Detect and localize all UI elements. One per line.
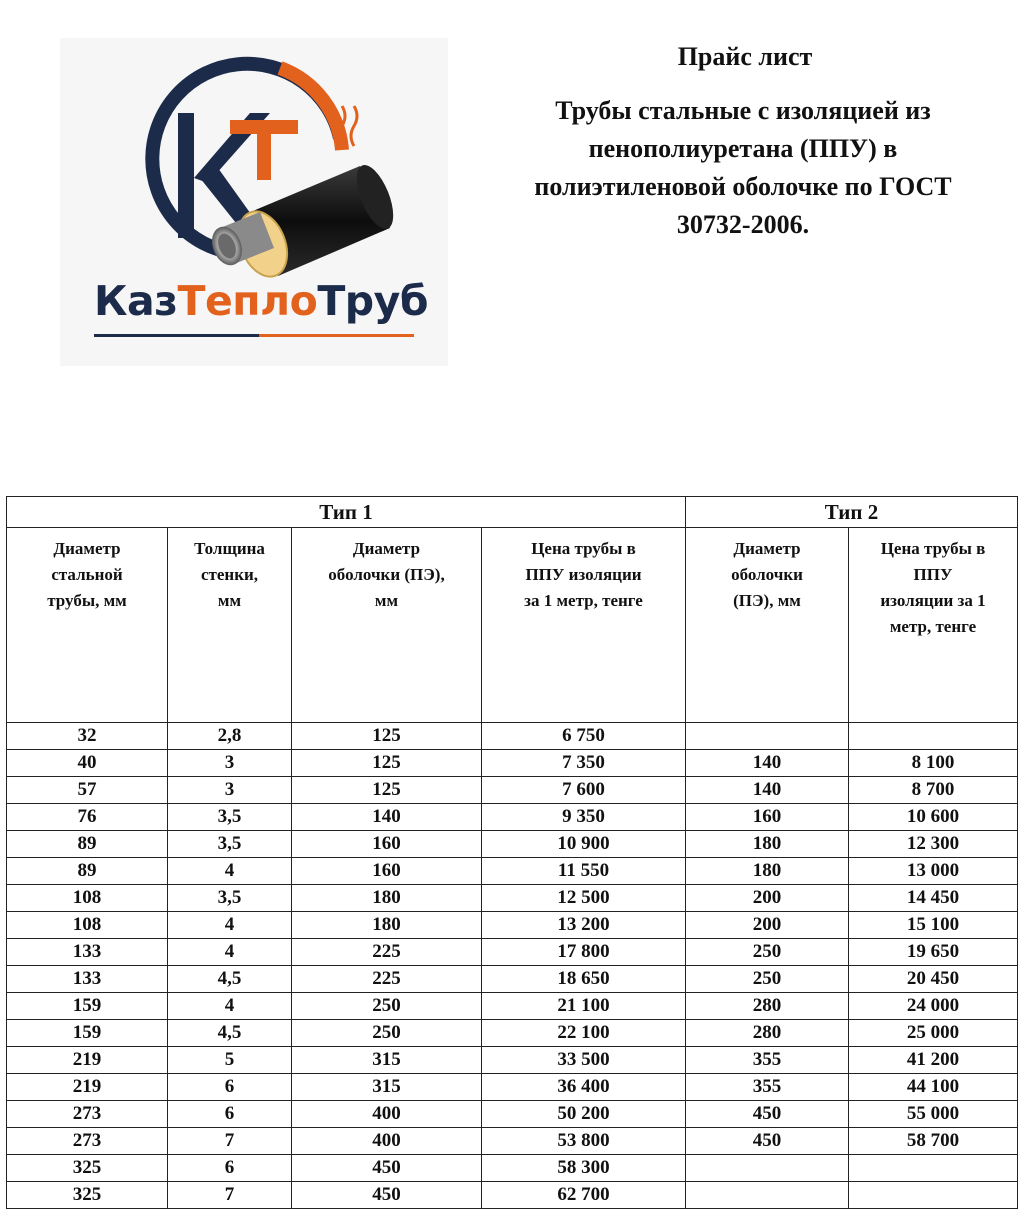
table-cell: 40 [7, 750, 168, 777]
table-cell: 159 [7, 993, 168, 1020]
table-row [7, 1128, 1018, 1155]
table-row [7, 1020, 1018, 1047]
column-header-line: ППУ [913, 565, 953, 584]
table-cell: 108 [7, 885, 168, 912]
price-table [6, 496, 1018, 1209]
table-cell: 273 [7, 1101, 168, 1128]
table-cell: 355 [686, 1074, 849, 1101]
col-shell-diameter-type2 [686, 528, 849, 723]
table-cell: 89 [7, 858, 168, 885]
table-cell: 280 [686, 993, 849, 1020]
column-header-line: изоляции за 1 [880, 591, 986, 610]
subtitle-line: полиэтиленовой оболочке по ГОСТ [534, 172, 952, 201]
table-cell: 19 650 [849, 939, 1018, 966]
column-header-line: стенки, [200, 565, 259, 584]
table-cell: 11 550 [482, 858, 686, 885]
col-steel-diameter [7, 528, 168, 723]
table-cell: 7 350 [482, 750, 686, 777]
subtitle-line: пенополиуретана (ППУ) в [588, 134, 898, 163]
table-row [7, 885, 1018, 912]
table-cell: 450 [686, 1128, 849, 1155]
column-header-line: трубы, мм [47, 591, 127, 610]
table-cell: 3,5 [168, 804, 292, 831]
column-header-line: за 1 метр, тенге [524, 591, 643, 610]
table-row [7, 804, 1018, 831]
table-cell: 180 [686, 831, 849, 858]
column-header-line: мм [217, 591, 242, 610]
table-cell: 180 [686, 858, 849, 885]
table-cell: 8 100 [849, 750, 1018, 777]
table-cell: 6 [168, 1101, 292, 1128]
table-cell: 4,5 [168, 1020, 292, 1047]
table-cell: 15 100 [849, 912, 1018, 939]
table-cell: 14 450 [849, 885, 1018, 912]
col-price-type2 [849, 528, 1018, 723]
column-header-line: мм [374, 591, 399, 610]
table-cell: 58 300 [482, 1155, 686, 1182]
table-cell [849, 1155, 1018, 1182]
table-cell: 4 [168, 912, 292, 939]
table-cell: 125 [292, 723, 482, 750]
table-row [7, 831, 1018, 858]
table-cell: 315 [292, 1047, 482, 1074]
column-header-line: оболочки [731, 565, 803, 584]
table-cell [686, 1155, 849, 1182]
column-header-line: метр, тенге [889, 617, 977, 636]
table-cell [686, 1182, 849, 1209]
table-cell: 22 100 [482, 1020, 686, 1047]
table-cell: 159 [7, 1020, 168, 1047]
table-cell: 6 750 [482, 723, 686, 750]
table-cell: 53 800 [482, 1128, 686, 1155]
table-cell: 325 [7, 1155, 168, 1182]
table-cell: 32 [7, 723, 168, 750]
col-shell-diameter-type1 [292, 528, 482, 723]
table-cell: 133 [7, 939, 168, 966]
table-cell: 250 [292, 993, 482, 1020]
table-cell: 315 [292, 1074, 482, 1101]
column-header-line: Цена трубы в [531, 539, 636, 558]
table-cell: 219 [7, 1047, 168, 1074]
table-cell: 10 600 [849, 804, 1018, 831]
table-cell: 6 [168, 1074, 292, 1101]
table-row [7, 939, 1018, 966]
table-cell: 219 [7, 1074, 168, 1101]
table-cell: 180 [292, 912, 482, 939]
table-cell: 250 [686, 966, 849, 993]
table-row [7, 966, 1018, 993]
table-cell: 108 [7, 912, 168, 939]
table-cell: 250 [292, 1020, 482, 1047]
table-cell: 325 [7, 1182, 168, 1209]
table-cell: 9 350 [482, 804, 686, 831]
table-cell: 3 [168, 777, 292, 804]
table-cell: 140 [686, 750, 849, 777]
col-price-type1 [482, 528, 686, 723]
table-cell: 13 000 [849, 858, 1018, 885]
table-row [7, 1074, 1018, 1101]
table-cell: 225 [292, 939, 482, 966]
table-row [7, 1101, 1018, 1128]
table-cell: 58 700 [849, 1128, 1018, 1155]
table-cell: 450 [686, 1101, 849, 1128]
table-cell [849, 1182, 1018, 1209]
brand-underline [94, 334, 414, 337]
document-subtitle [478, 92, 1008, 244]
column-header-line: Цена трубы в [880, 539, 986, 558]
table-cell: 200 [686, 912, 849, 939]
table-cell: 7 [168, 1128, 292, 1155]
table-cell: 450 [292, 1182, 482, 1209]
column-header-line: Диаметр [53, 539, 121, 558]
table-cell: 12 500 [482, 885, 686, 912]
table-row [7, 723, 1018, 750]
table-cell: 160 [292, 858, 482, 885]
table-cell: 160 [292, 831, 482, 858]
table-cell: 5 [168, 1047, 292, 1074]
table-cell: 400 [292, 1128, 482, 1155]
table-cell: 44 100 [849, 1074, 1018, 1101]
table-cell: 13 200 [482, 912, 686, 939]
table-cell: 21 100 [482, 993, 686, 1020]
table-cell: 2,8 [168, 723, 292, 750]
table-cell: 4,5 [168, 966, 292, 993]
table-cell: 33 500 [482, 1047, 686, 1074]
table-cell: 133 [7, 966, 168, 993]
table-cell: 12 300 [849, 831, 1018, 858]
brand-name: КазТеплоТруб [94, 277, 428, 325]
table-cell: 3 [168, 750, 292, 777]
table-cell: 10 900 [482, 831, 686, 858]
table-cell: 160 [686, 804, 849, 831]
subtitle-line: 30732-2006. [676, 210, 810, 239]
table-cell: 140 [292, 804, 482, 831]
table-cell: 3,5 [168, 831, 292, 858]
table-row [7, 1182, 1018, 1209]
table-cell: 6 [168, 1155, 292, 1182]
table-cell: 17 800 [482, 939, 686, 966]
column-header-line: Диаметр [733, 539, 801, 558]
table-cell: 18 650 [482, 966, 686, 993]
table-cell: 125 [292, 777, 482, 804]
column-header-line: Толщина [194, 539, 265, 558]
table-cell: 180 [292, 885, 482, 912]
table-row [7, 1155, 1018, 1182]
table-cell: 76 [7, 804, 168, 831]
table-row [7, 1047, 1018, 1074]
table-cell: 225 [292, 966, 482, 993]
table-cell: 25 000 [849, 1020, 1018, 1047]
table-cell: 273 [7, 1128, 168, 1155]
table-cell: 7 600 [482, 777, 686, 804]
table-cell: 55 000 [849, 1101, 1018, 1128]
table-cell: 4 [168, 939, 292, 966]
table-cell: 36 400 [482, 1074, 686, 1101]
table-cell: 400 [292, 1101, 482, 1128]
table-cell: 355 [686, 1047, 849, 1074]
table-cell: 57 [7, 777, 168, 804]
table-row [7, 912, 1018, 939]
document-title: Прайс лист [677, 42, 813, 71]
table-cell: 7 [168, 1182, 292, 1209]
table-cell: 24 000 [849, 993, 1018, 1020]
subtitle-line: Трубы стальные с изоляцией из [555, 96, 931, 125]
table-cell [849, 723, 1018, 750]
table-cell: 250 [686, 939, 849, 966]
group-header-type2: Тип 2 [686, 497, 1018, 528]
table-cell: 62 700 [482, 1182, 686, 1209]
table-cell: 4 [168, 858, 292, 885]
table-cell: 3,5 [168, 885, 292, 912]
table-cell: 8 700 [849, 777, 1018, 804]
table-cell: 280 [686, 1020, 849, 1047]
table-row [7, 858, 1018, 885]
table-cell: 50 200 [482, 1101, 686, 1128]
table-cell [686, 723, 849, 750]
column-header-line: стальной [51, 565, 123, 584]
column-header-line: Диаметр [352, 539, 421, 558]
column-header-line: (ПЭ), мм [733, 591, 801, 610]
col-wall-thickness [168, 528, 292, 723]
company-logo [60, 38, 448, 366]
table-row [7, 993, 1018, 1020]
table-cell: 41 200 [849, 1047, 1018, 1074]
table-cell: 125 [292, 750, 482, 777]
table-row [7, 777, 1018, 804]
table-cell: 450 [292, 1155, 482, 1182]
table-cell: 200 [686, 885, 849, 912]
table-row [7, 750, 1018, 777]
group-header-type1: Тип 1 [7, 497, 686, 528]
table-cell: 4 [168, 993, 292, 1020]
column-header-line: ППУ изоляции [525, 565, 642, 584]
table-cell: 89 [7, 831, 168, 858]
table-cell: 140 [686, 777, 849, 804]
table-cell: 20 450 [849, 966, 1018, 993]
column-header-line: оболочки (ПЭ), [328, 565, 445, 584]
